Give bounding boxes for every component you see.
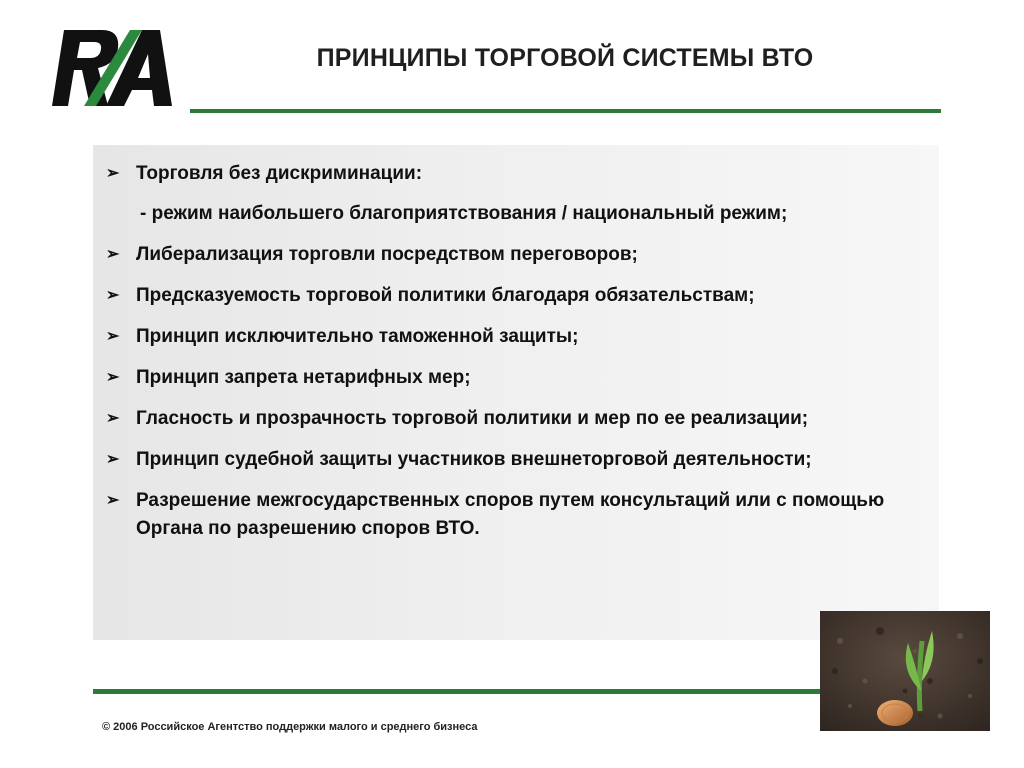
logo bbox=[50, 28, 174, 108]
sub-list-item bbox=[104, 200, 934, 228]
principles-list bbox=[104, 160, 934, 556]
list-item bbox=[104, 487, 934, 543]
arrow-bullet-icon: ➢ bbox=[106, 410, 120, 427]
list-item-text: Разрешение межгосударственных споров путем консультаций или с помощью Органа по разрешению споров ВТО. bbox=[136, 490, 885, 539]
list-item bbox=[104, 241, 934, 269]
arrow-bullet-icon: ➢ bbox=[106, 369, 120, 386]
list-item-text: Гласность и прозрачность торговой политики и мер по ее реализации; bbox=[136, 408, 809, 429]
arrow-bullet-icon: ➢ bbox=[106, 451, 120, 468]
list-item bbox=[104, 323, 934, 351]
list-item-text: Принцип исключительно таможенной защиты; bbox=[136, 326, 579, 347]
footer-copyright: © 2006 Российское Агентство поддержки малого и среднего бизнеса bbox=[102, 721, 478, 733]
page-title: ПРИНЦИПЫ ТОРГОВОЙ СИСТЕМЫ ВТО bbox=[316, 44, 814, 72]
sprout-photo bbox=[820, 611, 990, 731]
list-item-text: Торговля без дискриминации: bbox=[136, 163, 423, 184]
list-item-text: Принцип судебной защиты участников внешнеторговой деятельности; bbox=[136, 449, 812, 470]
ra-logo-graphic bbox=[50, 28, 174, 108]
sprout-coin-image bbox=[820, 611, 990, 731]
sub-list-item-text: - режим наибольшего благоприятствования / национальный режим; bbox=[140, 203, 788, 224]
list-item-text: Либерализация торговли посредством переговоров; bbox=[136, 244, 638, 265]
arrow-bullet-icon: ➢ bbox=[106, 287, 120, 304]
list-item bbox=[104, 446, 934, 474]
top-divider bbox=[190, 109, 941, 113]
list-item bbox=[104, 282, 934, 310]
arrow-bullet-icon: ➢ bbox=[106, 492, 120, 509]
list-item-text: Предсказуемость торговой политики благодаря обязательствам; bbox=[136, 285, 755, 306]
bottom-divider bbox=[93, 689, 821, 694]
arrow-bullet-icon: ➢ bbox=[106, 328, 120, 345]
list-item-text: Принцип запрета нетарифных мер; bbox=[136, 367, 471, 388]
list-item bbox=[104, 364, 934, 392]
arrow-bullet-icon: ➢ bbox=[106, 165, 120, 182]
list-item bbox=[104, 160, 934, 188]
arrow-bullet-icon: ➢ bbox=[106, 246, 120, 263]
list-item bbox=[104, 405, 934, 433]
